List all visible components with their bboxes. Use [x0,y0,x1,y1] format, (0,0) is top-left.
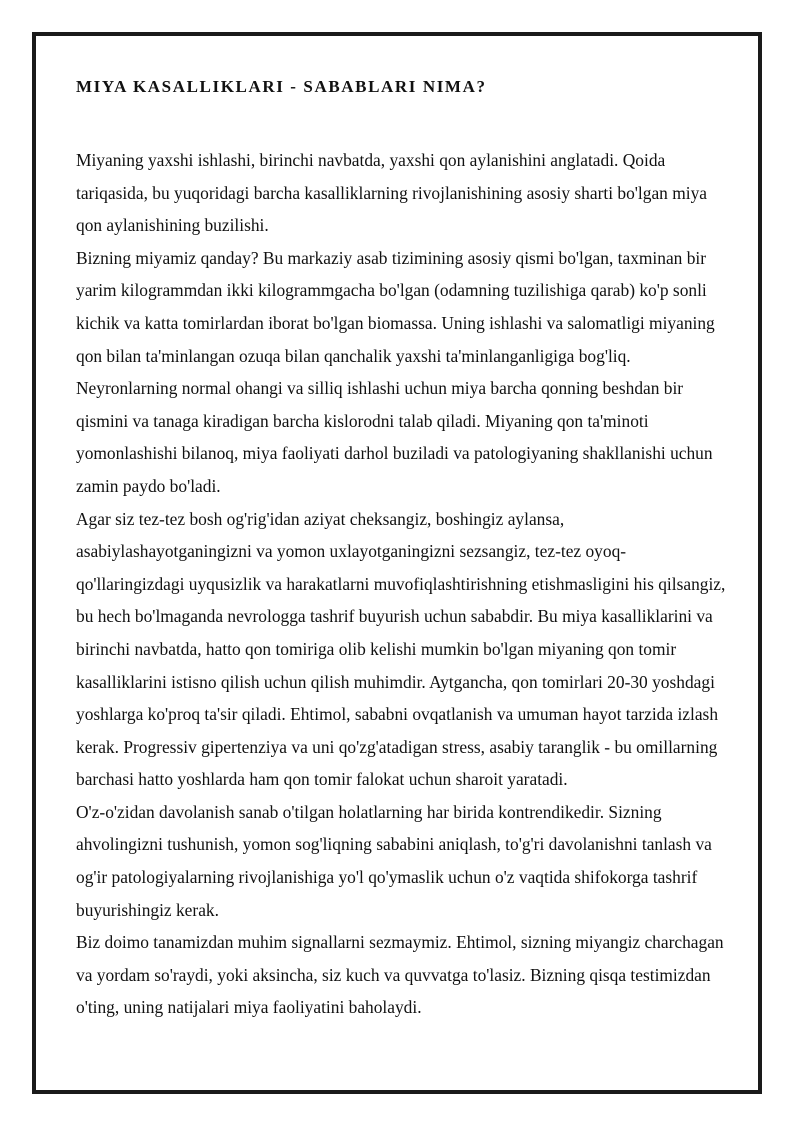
paragraph-symptoms: Agar siz tez-tez bosh og'rig'idan aziyat cheksangiz, boshingiz aylansa, asabiylashayotganingizni va yomon uxlayotganingizni sezsangiz, tez-tez oyoq-qo'llaringizdagi uyqusizlik va harakatlarni muvofiqlashtirishning etishmasligini his qilsangiz, bu hech bo'lmaganda nevrologga tashrif buyurish uchun sababdir. Bu miya kasalliklarini va birinchi navbatda, hatto qon tomiriga olib kelishi mumkin bo'lgan miyaning qon tomir kasalliklarini istisno qilish uchun qilish muhimdir. Aytgancha, qon tomirlari 20-30 yoshdagi yoshlarga ko'proq ta'sir qiladi. Ehtimol, sababni ovqatlanish va umuman hayot tarzida izlash kerak. Progressiv gipertenziya va uni qo'zg'atadigan stress, asabiy taranglik - bu omillarning barchasi hatto yoshlarda ham qon tomir falokat uchun sharoit yaratadi. [76,508,726,790]
paragraph-test: Biz doimo tanamizdan muhim signallarni sezmaymiz. Ehtimol, sizning miyangiz charchagan va yordam so'raydi, yoki aksincha, siz kuch va quvvatga to'lasiz. Bizning qisqa testimizdan o'ting, uning natijalari miya faoliyatini baholaydi. [76,932,724,1018]
paragraph-brain-structure: Bizning miyamiz qanday? Bu markaziy asab tizimining asosiy qismi bo'lgan, taxminan bir yarim kilogrammdan ikki kilogrammgacha bo'lgan (odamning tuzilishiga qarab) ko'p sonli kichik va katta tomirlardan iborat bo'lgan biomassa. Uning ishlashi va salomatligi miyaning qon bilan ta'minlangan ozuqa bilan qanchalik yaxshi ta'minlanganligiga bog'liq. Neyronlarning normal ohangi va silliq ishlashi uchun miya barcha qonning beshdan bir qismini va tanaga kiradigan barcha kislorodni talab qiladi. Miyaning qon ta'minoti yomonlashishi bilanoq, miya faoliyati darhol buziladi va patologiyaning shakllanishi uchun zamin paydo bo'ladi. [76,247,715,496]
document-title: MIYA KASALLIKLARI - SABABLARI NIMA? [76,77,487,96]
paragraph-intro: Miyaning yaxshi ishlashi, birinchi navbatda, yaxshi qon aylanishini anglatadi. Qoida tariqasida, bu yuqoridagi barcha kasalliklarning rivojlanishining asosiy sharti bo'lgan miya qon aylanishining buzilishi. [76,150,707,236]
paragraph-self-treatment: O'z-o'zidan davolanish sanab o'tilgan holatlarning har birida kontrendikedir. Sizning ahvolingizni tushunish, yomon sog'liqning sababini aniqlash, to'g'ri davolanishni tanlash va og'ir patologiyalarning rivojlanishiga yo'l qo'ymaslik uchun o'z vaqtida shifokorga tashrif buyurishingiz kerak. [76,801,712,920]
document-body [76,144,726,1024]
